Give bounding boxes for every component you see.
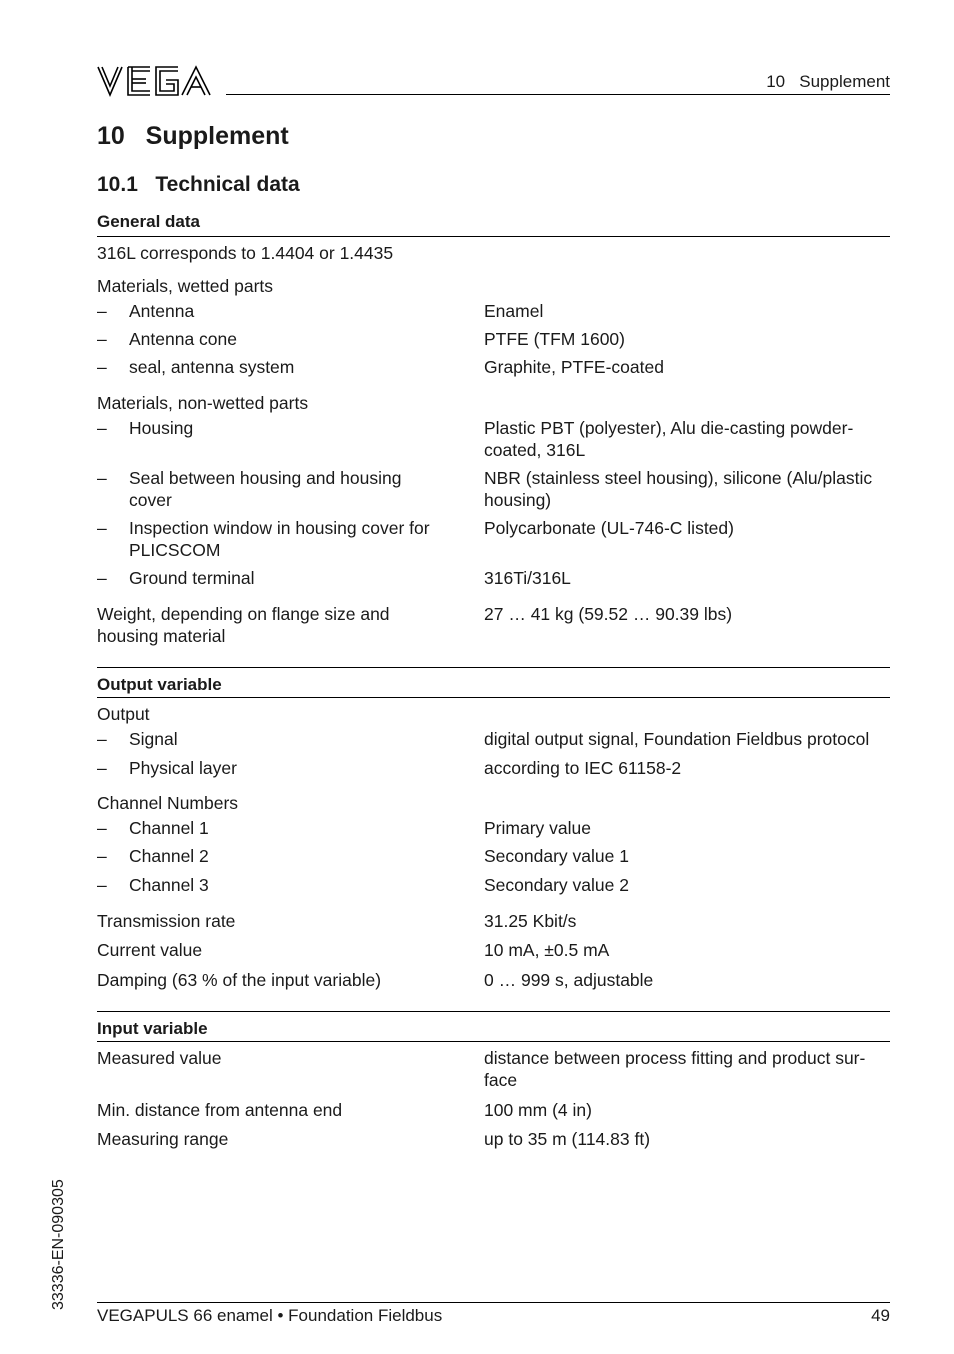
- nonwetted-parts-label: Materials, non-wetted parts: [97, 393, 309, 413]
- nonwetted-value-seal: NBR (stainless steel housing), silicone (Alu/plastic: [484, 468, 873, 488]
- weight-value: 27 … 41 kg (59.52 … 90.39 lbs): [484, 604, 733, 624]
- chapter-title: 10 Supplement: [97, 122, 289, 150]
- nonwetted-label-window: Inspection window in housing cover for: [129, 518, 430, 538]
- list-dash: –: [97, 875, 107, 895]
- input-variable-top-rule: [97, 1011, 890, 1012]
- output-variable-rule: [97, 697, 890, 698]
- current-value-label: Current value: [97, 940, 203, 960]
- transmission-rate-label: Transmission rate: [97, 911, 236, 931]
- channel-value-1: Primary value: [484, 818, 591, 838]
- output-label: Output: [97, 704, 150, 724]
- output-variable-top-rule: [97, 667, 890, 668]
- footer-product: VEGAPULS 66 enamel • Foundation Fieldbus: [97, 1306, 443, 1325]
- nonwetted-label-window: PLICSCOM: [129, 540, 221, 560]
- list-dash: –: [97, 846, 107, 866]
- damping-value: 0 … 999 s, adjustable: [484, 970, 654, 990]
- weight-label: housing material: [97, 626, 226, 646]
- page-number: 49: [871, 1306, 890, 1325]
- measuring-range-label: Measuring range: [97, 1129, 229, 1149]
- footer-rule: [97, 1302, 890, 1303]
- measured-value-value: face: [484, 1070, 518, 1090]
- output-label-physical-layer: Physical layer: [129, 758, 237, 778]
- general-data-rule: [97, 236, 890, 237]
- wetted-label-seal: seal, antenna system: [129, 357, 295, 377]
- list-dash: –: [97, 818, 107, 838]
- wetted-label-antenna-cone: Antenna cone: [129, 329, 238, 349]
- nonwetted-label-seal: Seal between housing and housing: [129, 468, 402, 488]
- list-dash: –: [97, 301, 107, 321]
- nonwetted-value-housing: coated, 316L: [484, 440, 586, 460]
- output-variable-heading: Output variable: [97, 675, 222, 694]
- list-dash: –: [97, 468, 107, 488]
- list-dash: –: [97, 329, 107, 349]
- wetted-parts-label: Materials, wetted parts: [97, 276, 274, 296]
- list-dash: –: [97, 568, 107, 588]
- measuring-range-value: up to 35 m (114.83 ft): [484, 1129, 651, 1149]
- list-dash: –: [97, 418, 107, 438]
- channel-label-2: Channel 2: [129, 846, 209, 866]
- nonwetted-value-window: Polycarbonate (UL-746-C listed): [484, 518, 734, 538]
- header-rule: [226, 94, 890, 95]
- channel-label-3: Channel 3: [129, 875, 209, 895]
- header-section-label: 10 Supplement: [766, 72, 890, 91]
- output-value-physical-layer: according to IEC 61158-2: [484, 758, 682, 778]
- section-title: 10.1 Technical data: [97, 173, 300, 196]
- list-dash: –: [97, 729, 107, 749]
- weight-label: Weight, depending on flange size and: [97, 604, 390, 624]
- nonwetted-label-seal: cover: [129, 490, 172, 510]
- wetted-value-seal: Graphite, PTFE-coated: [484, 357, 664, 377]
- material-note: 316L corresponds to 1.4404 or 1.4435: [97, 243, 394, 263]
- input-variable-heading: Input variable: [97, 1019, 208, 1038]
- document-code: [50, 1160, 76, 1310]
- general-data-heading: General data: [97, 212, 200, 231]
- wetted-value-antenna: Enamel: [484, 301, 544, 321]
- document-code-text: 33336-EN-090305: [50, 1179, 67, 1310]
- nonwetted-value-ground: 316Ti/316L: [484, 568, 571, 588]
- vega-logo: [96, 64, 214, 98]
- list-dash: –: [97, 518, 107, 538]
- damping-label: Damping (63 % of the input variable): [97, 970, 382, 990]
- channel-value-3: Secondary value 2: [484, 875, 629, 895]
- output-label-signal: Signal: [129, 729, 178, 749]
- transmission-rate-value: 31.25 Kbit/s: [484, 911, 577, 931]
- channel-numbers-label: Channel Numbers: [97, 793, 239, 813]
- wetted-value-antenna-cone: PTFE (TFM 1600): [484, 329, 625, 349]
- nonwetted-label-housing: Housing: [129, 418, 194, 438]
- channel-value-2: Secondary value 1: [484, 846, 629, 866]
- min-distance-label: Min. distance from antenna end: [97, 1100, 343, 1120]
- wetted-label-antenna: Antenna: [129, 301, 195, 321]
- list-dash: –: [97, 758, 107, 778]
- min-distance-value: 100 mm (4 in): [484, 1100, 592, 1120]
- channel-label-1: Channel 1: [129, 818, 209, 838]
- measured-value-label: Measured value: [97, 1048, 222, 1068]
- current-value-value: 10 mA, ±0.5 mA: [484, 940, 610, 960]
- nonwetted-value-seal: housing): [484, 490, 552, 510]
- output-value-signal: digital output signal, Foundation Fieldbus protocol: [484, 729, 870, 749]
- nonwetted-label-ground: Ground terminal: [129, 568, 255, 588]
- input-variable-rule: [97, 1041, 890, 1042]
- measured-value-value: distance between process fitting and product sur-: [484, 1048, 866, 1068]
- list-dash: –: [97, 357, 107, 377]
- nonwetted-value-housing: Plastic PBT (polyester), Alu die-casting powder-: [484, 418, 854, 438]
